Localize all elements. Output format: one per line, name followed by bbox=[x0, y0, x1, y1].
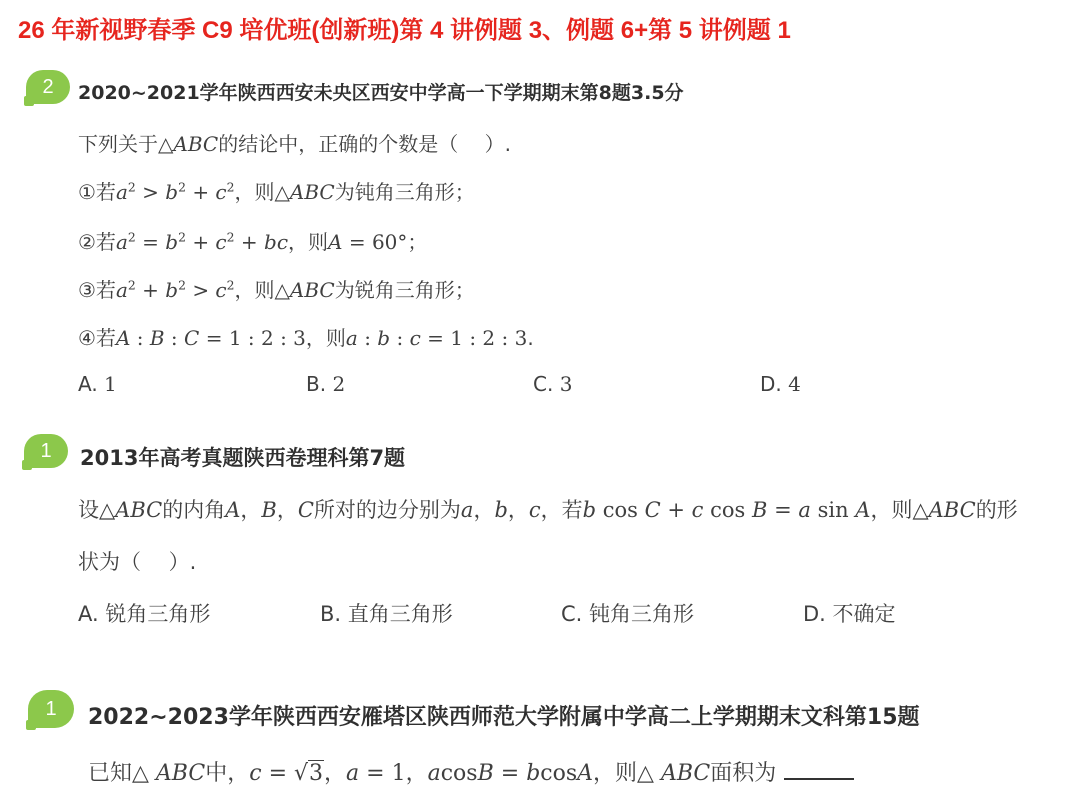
statement-2 bbox=[78, 226, 427, 255]
option-letter: B. bbox=[306, 372, 327, 396]
stem-text: ， bbox=[276, 498, 298, 522]
question-stem-continued: 状为（ ）. bbox=[78, 550, 197, 574]
math-var: A bbox=[225, 498, 241, 522]
math-expr: $a^2 > b^2 + c^2$ bbox=[115, 179, 235, 204]
stem-text: 的形 bbox=[975, 498, 1018, 522]
option-value: 4 bbox=[788, 372, 801, 396]
stem-text: ，则△ bbox=[870, 498, 929, 522]
statement-text: ，则 bbox=[305, 326, 346, 350]
math-abc: ABC bbox=[155, 761, 206, 786]
math-var: C bbox=[297, 498, 314, 522]
math-var: a bbox=[460, 498, 474, 522]
question-source: 2022~2023学年陕西西安雁塔区陕西师范大学附属中学高二上学期期末文科第15题 bbox=[88, 705, 920, 730]
statement-label: ③若 bbox=[78, 278, 116, 302]
statement-text: . bbox=[527, 326, 534, 350]
badge-tail bbox=[22, 460, 32, 470]
badge-number: 1 bbox=[45, 697, 57, 720]
question-number-badge bbox=[24, 434, 68, 468]
badge-tail bbox=[24, 96, 34, 106]
option-letter: D. bbox=[760, 372, 782, 396]
stem-text: ， bbox=[473, 498, 495, 522]
question-number-badge bbox=[26, 70, 70, 104]
statement-text: 为锐角三角形； bbox=[334, 278, 475, 302]
statement-label: ④若 bbox=[78, 326, 116, 350]
statement-text: ，则△ bbox=[234, 180, 290, 204]
option-a[interactable] bbox=[78, 372, 117, 396]
math-abc: ABC bbox=[928, 498, 976, 522]
option-letter: B. bbox=[320, 602, 342, 626]
statement-text: ，则△ bbox=[234, 278, 290, 302]
option-value: 1 bbox=[104, 372, 117, 396]
question-stem bbox=[88, 756, 854, 787]
stem-text: 的结论中，正确的个数是（ ）. bbox=[218, 132, 511, 156]
math-expr: A = 60° bbox=[328, 230, 408, 254]
stem-text: 已知△ bbox=[88, 761, 156, 786]
option-b[interactable] bbox=[306, 372, 345, 396]
stem-text: 设△ bbox=[78, 498, 116, 522]
statement-3 bbox=[78, 274, 475, 303]
math-expr: acosB = bcosA bbox=[427, 761, 594, 786]
stem-text: 的内角 bbox=[162, 498, 226, 522]
math-expr: $a^2 = b^2 + c^2$ + bc bbox=[115, 229, 289, 254]
badge-number: 2 bbox=[42, 75, 54, 98]
question-stem bbox=[78, 128, 511, 157]
badge-number: 1 bbox=[40, 439, 52, 462]
page-title: 26 年新视野春季 C9 培优班(创新班)第 4 讲例题 3、例题 6+第 5 讲例题 1 bbox=[18, 17, 791, 44]
statement-text: ，则 bbox=[288, 230, 329, 254]
math-abc: ABC bbox=[660, 761, 711, 786]
sqrt-symbol: √3 bbox=[294, 761, 324, 786]
statement-1 bbox=[78, 176, 475, 205]
question-number-badge bbox=[28, 690, 74, 728]
option-letter: C. bbox=[533, 372, 554, 396]
statement-label: ①若 bbox=[78, 180, 116, 204]
question-source: 2020~2021学年陕西西安未央区西安中学高一下学期期末第8题3.5分 bbox=[78, 82, 684, 104]
math-expr: $a^2 + b^2 > c^2$ bbox=[115, 277, 235, 302]
option-letter: D. bbox=[803, 602, 826, 626]
option-b[interactable] bbox=[320, 598, 453, 628]
math-var: b bbox=[494, 498, 508, 522]
option-d[interactable] bbox=[803, 598, 896, 628]
stem-text: ，则△ bbox=[593, 761, 661, 786]
stem-text: ， bbox=[324, 761, 347, 786]
option-c[interactable] bbox=[561, 598, 694, 628]
option-value: 钝角三角形 bbox=[589, 602, 695, 626]
option-letter: A. bbox=[78, 372, 98, 396]
option-letter: A. bbox=[78, 602, 99, 626]
option-value: 2 bbox=[332, 372, 346, 396]
math-abc: ABC bbox=[289, 278, 335, 302]
math-var: B bbox=[261, 498, 277, 522]
math-expr: a : b : c = 1 : 2 : 3 bbox=[345, 326, 528, 350]
stem-text: 面积为 bbox=[710, 761, 777, 786]
option-value: 直角三角形 bbox=[347, 602, 453, 626]
statement-text: ； bbox=[407, 230, 428, 254]
statement-text: 为钝角三角形； bbox=[334, 180, 475, 204]
math-expr: A : B : C = 1 : 2 : 3 bbox=[115, 326, 306, 350]
statement-4 bbox=[78, 322, 534, 351]
option-value: 3 bbox=[559, 372, 573, 396]
statement-label: ②若 bbox=[78, 230, 116, 254]
stem-text: 所对的边分别为 bbox=[313, 498, 461, 522]
math-abc: ABC bbox=[115, 498, 163, 522]
math-abc: ABC bbox=[173, 132, 219, 156]
stem-text: ，若 bbox=[540, 498, 583, 522]
answer-blank[interactable] bbox=[784, 758, 854, 780]
option-letter: C. bbox=[561, 602, 583, 626]
question-stem bbox=[78, 494, 1018, 524]
stem-text: 下列关于△ bbox=[78, 132, 174, 156]
stem-text: ， bbox=[507, 498, 529, 522]
math-expr: b cos C + c cos B = a sin A bbox=[582, 498, 871, 522]
math-abc: ABC bbox=[289, 180, 335, 204]
question-source: 2013年高考真题陕西卷理科第7题 bbox=[80, 446, 406, 470]
option-d[interactable] bbox=[760, 372, 801, 396]
math-var: c bbox=[528, 498, 541, 522]
math-expr: a = 1 bbox=[346, 761, 406, 786]
option-a[interactable] bbox=[78, 598, 210, 628]
stem-text: 中， bbox=[205, 761, 250, 786]
math-expr: c = √3 bbox=[249, 761, 324, 786]
stem-text: ， bbox=[405, 761, 428, 786]
option-value: 不确定 bbox=[832, 602, 896, 626]
stem-text: ， bbox=[240, 498, 262, 522]
badge-tail bbox=[26, 720, 36, 730]
option-value: 锐角三角形 bbox=[105, 602, 211, 626]
option-c[interactable] bbox=[533, 372, 572, 396]
